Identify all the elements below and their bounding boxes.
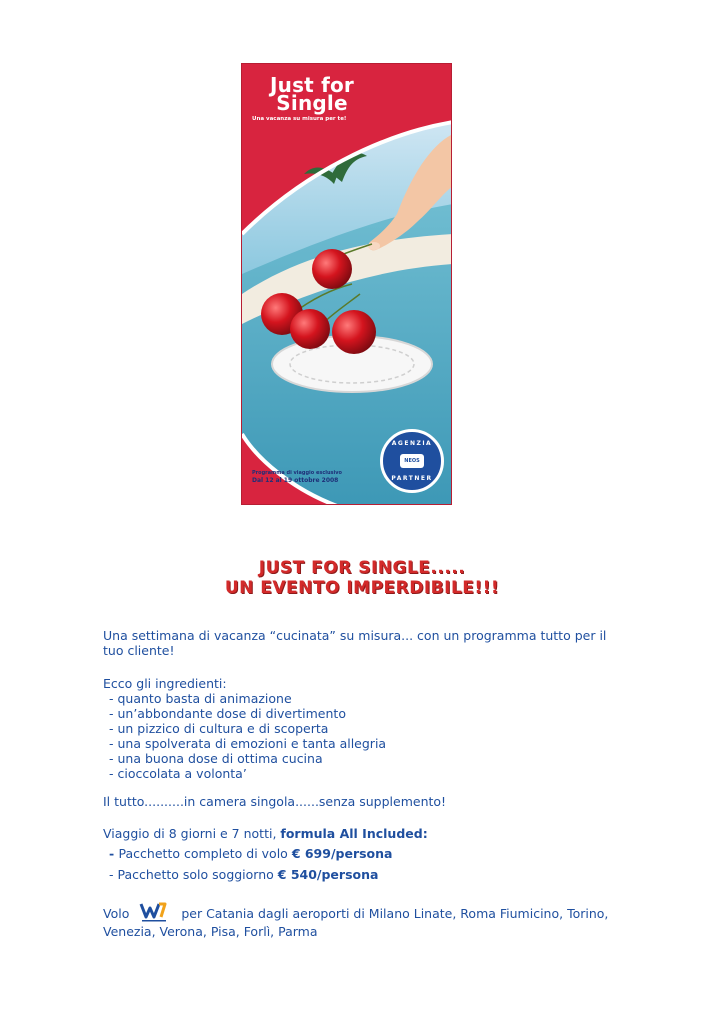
badge-logo: NEOS (400, 454, 424, 468)
flight-info (103, 902, 623, 939)
ingredients-title: Ecco gli ingredienti: (103, 676, 227, 691)
badge-top-label: AGENZIA (391, 440, 433, 447)
program-dates: Dal 12 al 19 ottobre 2008 (252, 477, 339, 484)
list-item: - cioccolata a volonta’ (109, 766, 247, 781)
brochure-subtitle: Una vacanza su misura per te! (252, 116, 347, 122)
single-room-note: Il tutto..........in camera singola......senza supplemento! (103, 794, 447, 809)
package-dash: - (109, 846, 119, 861)
badge-bottom-label: PARTNER (391, 475, 433, 482)
headline-line2: UN EVENTO IMPERDIBILE!!! (224, 578, 500, 598)
trip-duration-text: Viaggio di 8 giorni e 7 notti, (103, 826, 281, 841)
list-item: - una buona dose di ottima cucina (109, 751, 323, 766)
headline-line1: JUST FOR SINGLE..... (258, 558, 466, 578)
program-label: Programma di viaggio esclusivo (252, 470, 342, 476)
trip-duration (103, 826, 623, 841)
package-label: Pacchetto solo soggiorno (117, 867, 278, 882)
package-price: € 699/persona (291, 846, 393, 861)
windjet-logo-graphic (137, 902, 171, 924)
intro-paragraph: Una settimana di vacanza “cucinata” su misura... con un programma tutto per il tuo cliente! (103, 628, 607, 658)
list-item: - quanto basta di animazione (109, 691, 292, 706)
formula-label: formula All Included: (280, 826, 428, 841)
brochure-program (252, 470, 342, 484)
ingredients-list (109, 691, 629, 781)
package-label: Pacchetto completo di volo (118, 846, 292, 861)
list-item: - una spolverata di emozioni e tanta allegria (109, 736, 387, 751)
agenzia-partner-badge (380, 429, 444, 493)
list-item: - un pizzico di cultura e di scoperta (109, 721, 329, 736)
package-stay (109, 867, 629, 882)
package-full (109, 846, 629, 861)
flight-prefix: Volo (103, 906, 130, 921)
brochure-title-line1: Just for (269, 73, 354, 97)
brochure-title (242, 73, 382, 115)
windjet-logo-icon (137, 902, 171, 924)
brochure-cover-image (241, 63, 452, 505)
brochure-title-line2: Single (276, 91, 348, 115)
flight-route: per Catania dagli aeroporti di Milano Linate, Roma Fiumicino, Torino, Venezia, Verona, Pisa, Forlì, Parma (103, 906, 609, 939)
list-item: - un’abbondante dose di divertimento (109, 706, 346, 721)
package-dash: - (109, 867, 118, 882)
package-price: € 540/persona (277, 867, 379, 882)
